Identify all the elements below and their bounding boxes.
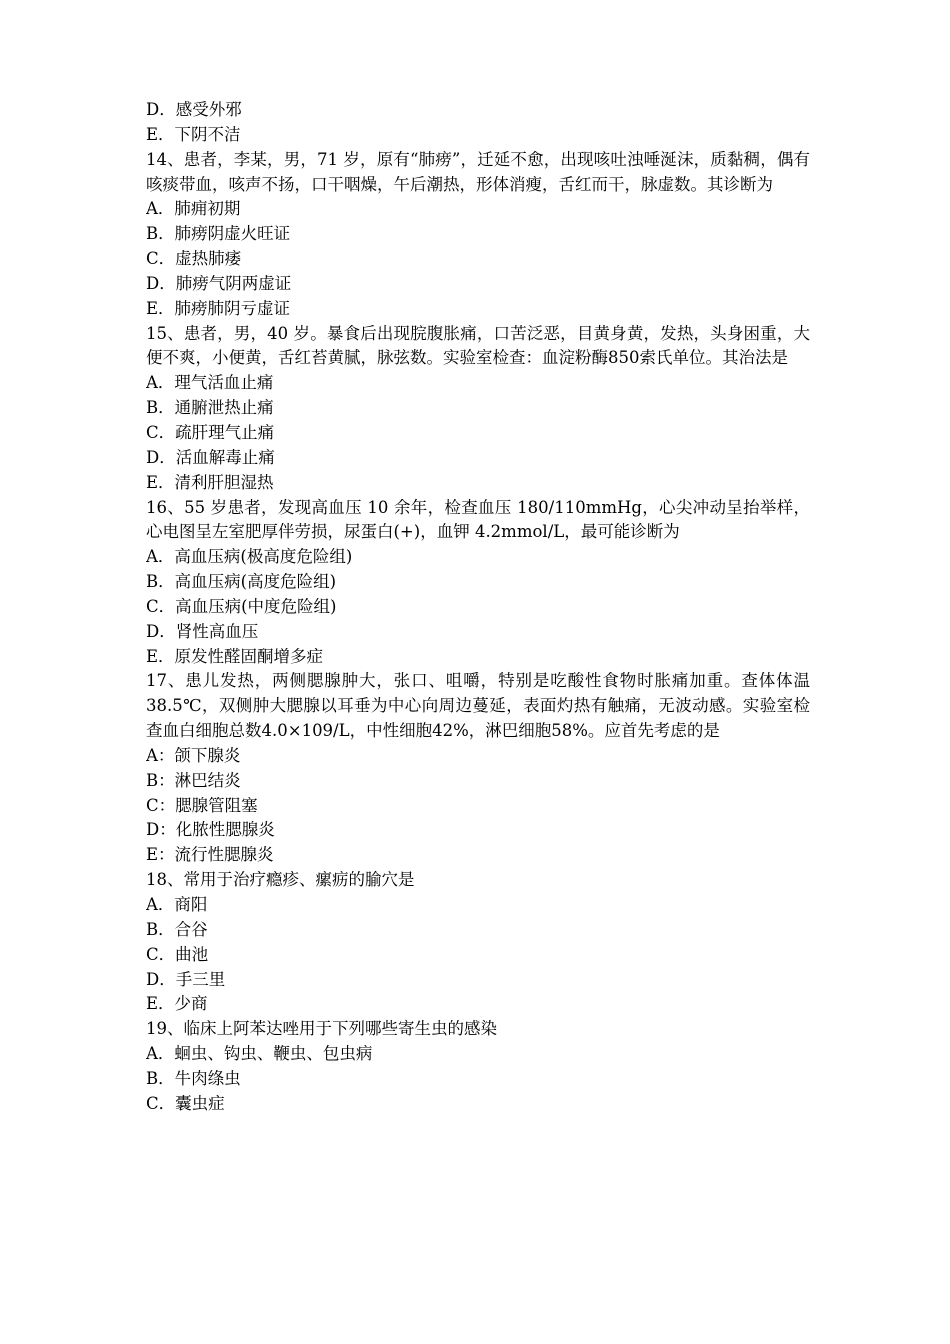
option-line: E：流行性腮腺炎 — [146, 845, 274, 865]
option-line: D：化脓性腮腺炎 — [146, 820, 275, 840]
option-line: C．高血压病(中度危险组) — [146, 596, 337, 616]
question-text: 15、患者，男，40 岁。暴食后出现脘腹胀痛，口苦泛恶，目黄身黄，发热，头身困重，大便不爽，小便黄，舌红苔黄腻，脉弦数。实验室检查：血淀粉酶850索氏单位。其治法是 — [146, 323, 810, 368]
document-page — [146, 98, 810, 1117]
option-line: B．合谷 — [146, 919, 208, 939]
option-line: C．疏肝理气止痛 — [146, 422, 275, 442]
option-line: A．蛔虫、钩虫、鞭虫、包虫病 — [146, 1044, 373, 1064]
option-line: B．高血压病(高度危险组) — [146, 572, 336, 592]
option-line: E．肺痨肺阴亏虚证 — [146, 298, 291, 318]
option-line: A：颌下腺炎 — [146, 745, 241, 765]
option-line: D．肾性高血压 — [146, 621, 259, 641]
option-line: E．原发性醛固酮增多症 — [146, 646, 324, 666]
option-line: E．清利肝胆湿热 — [146, 472, 274, 492]
option-line: A．肺痈初期 — [146, 199, 241, 219]
option-line: D．活血解毒止痛 — [146, 447, 275, 467]
question-text: 17、患儿发热，两侧腮腺肿大，张口、咀嚼，特别是吃酸性食物时胀痛加重。查体体温 38.5℃，双侧肿大腮腺以耳垂为中心向周边蔓延，表面灼热有触痛，无波动感。实验室检查血白细胞总数4.0×109/L，中性细胞42%，淋巴细胞58%。应首先考虑的是 — [146, 671, 810, 741]
question-text: 14、患者，李某，男，71 岁，原有“肺痨”，迁延不愈，出现咳吐浊唾涎沫，质黏稠，偶有咳痰带血，咳声不扬，口干咽燥，午后潮热，形体消瘦，舌红而干，脉虚数。其诊断为 — [146, 149, 810, 194]
option-line: E．少商 — [146, 994, 208, 1014]
option-line: C．囊虫症 — [146, 1093, 225, 1113]
question-text: 18、常用于治疗瘾疹、瘰疬的腧穴是 — [146, 870, 415, 890]
option-line: B．牛肉绦虫 — [146, 1068, 241, 1088]
option-line: C：腮腺管阻塞 — [146, 795, 258, 815]
option-line: D．感受外邪 — [146, 100, 242, 119]
option-line: A．商阳 — [146, 895, 208, 914]
option-line: C．虚热肺痿 — [146, 249, 242, 269]
option-line: A．理气活血止痛 — [146, 373, 274, 393]
option-line: A．高血压病(极高度危险组) — [146, 547, 353, 567]
option-line: B．肺痨阴虚火旺证 — [146, 224, 291, 244]
option-line: B：淋巴结炎 — [146, 770, 241, 790]
option-line: B．通腑泄热止痛 — [146, 398, 274, 418]
question-text: 16、55 岁患者，发现高血压 10 余年，检查血压 180/110mmHg，心尖冲动呈抬举样，心电图呈左室肥厚伴劳损，尿蛋白(+)，血钾 4.2mmol/L，最可能诊断为 — [146, 497, 810, 542]
option-line: C．曲池 — [146, 944, 209, 964]
option-line: D．手三里 — [146, 969, 226, 989]
option-line: E．下阴不洁 — [146, 124, 241, 144]
question-text: 19、临床上阿苯达唑用于下列哪些寄生虫的感染 — [146, 1019, 497, 1039]
option-line: D．肺痨气阴两虚证 — [146, 273, 292, 293]
